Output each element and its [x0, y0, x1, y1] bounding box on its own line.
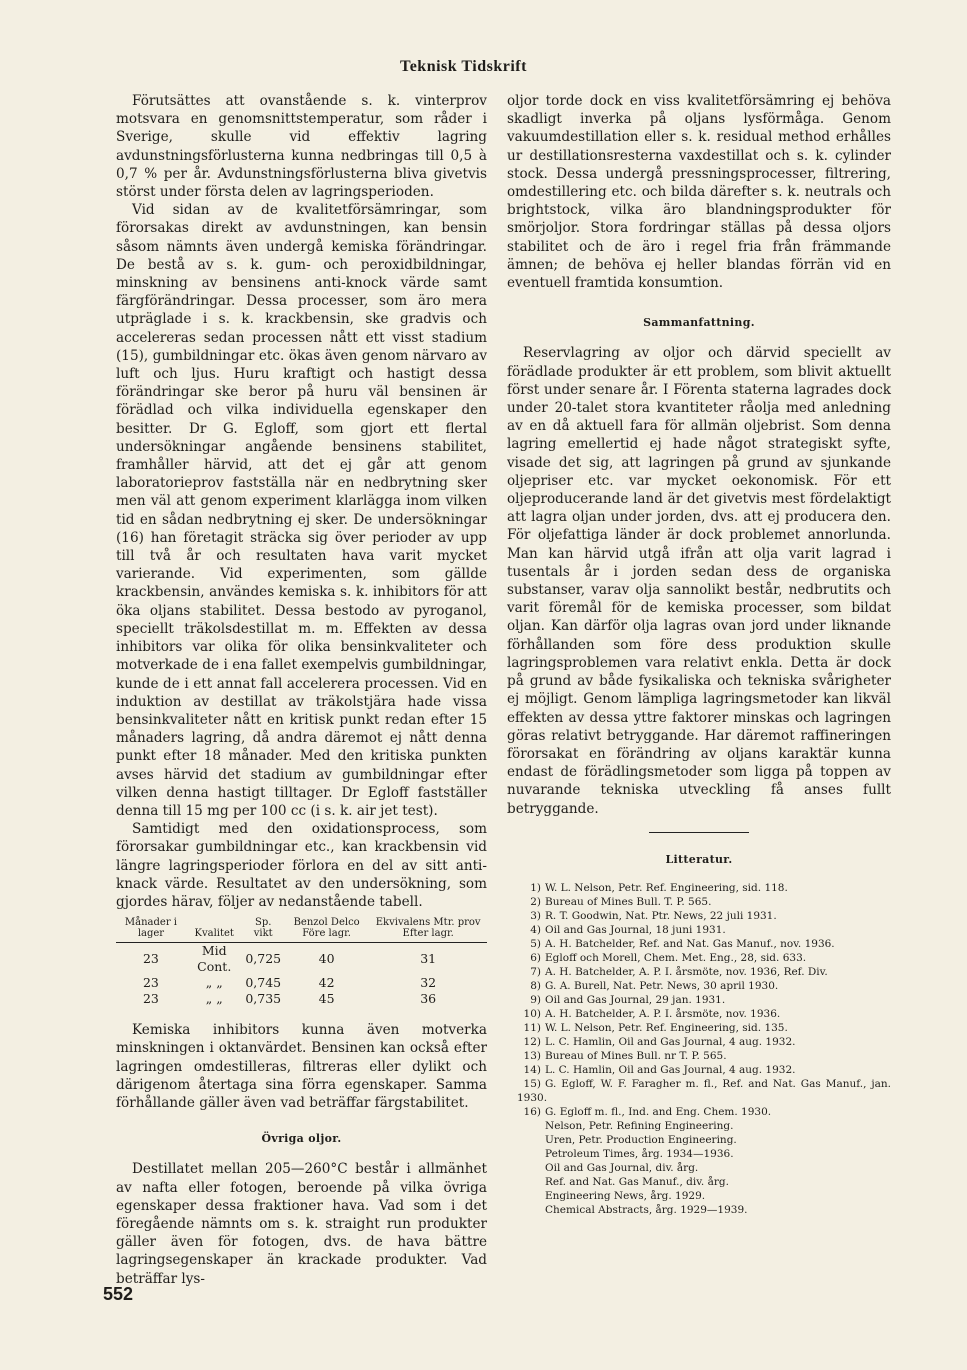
reference-text: A. H. Batchelder, Ref. and Nat. Gas Manuf., nov. 1936.	[545, 937, 835, 950]
reference-number: 15)	[523, 1077, 541, 1090]
reference-text: Ref. and Nat. Gas Manuf., div. årg.	[545, 1175, 729, 1188]
reference-text: Engineering News, årg. 1929.	[545, 1189, 706, 1202]
reference-number: 6)	[530, 951, 541, 964]
list-item	[507, 1105, 891, 1119]
paragraph: oljor torde dock en viss kvalitetförsämring ej behöva skadligt inverka på oljans lysförmåga. Genom vakuumdestillation eller s. k. residual method erhålles ur destillationsresterna vaxdestillat och s. k. cylinder stock. Dessa undergå pressningsprocesser, filtrering, omdestillering etc. och bilda därefter s. k. neutrals och brightstock, vilka äro blandningsprodukter för smörjoljor. Stora fordringar ställas på dessa oljors stabilitet och de äro i regel fria från främmande ämnen; de behöva ej heller blandas förrän vid en eventuell framtida konsumtion.	[507, 93, 891, 292]
list-item	[507, 1161, 891, 1175]
table-cell: „ „	[205, 975, 223, 991]
reference-text: W. L. Nelson, Petr. Ref. Engineering, sid. 118.	[545, 881, 788, 894]
table-header-months: Månader i lager	[116, 917, 186, 943]
reference-number: 1)	[530, 881, 541, 894]
reference-text: Petroleum Times, årg. 1934—1936.	[545, 1147, 734, 1160]
list-item	[507, 1147, 891, 1161]
reference-text: Oil and Gas Journal, 29 jan. 1931.	[545, 993, 726, 1006]
paragraph: Samtidigt med den oxidationsprocess, som förorsakar gumbildningar etc., kan krackbensin vid längre lagringsperioder förlora en del av sitt anti-knack värde. Resultatet av den undersökning, som gjordes härav, följer av nedanstående tabell.	[116, 821, 487, 910]
list-item	[507, 979, 891, 993]
reference-number: 5)	[530, 937, 541, 950]
paragraph: Reservlagring av oljor och därvid speciellt av förädlade produkter är ett problem, som blivit aktuellt först under senare år. I Förenta staterna lagrades dock under 20-talet stora kvantiteter råolja med anledning av en då aktuell fara för allmän oljebrist. Som denna lagring emellertid ej hade något strategiskt syfte, visade det sig, att lagringen på grund av sjunkande oljepriser etc. var mycket oekonomisk. För ett oljeproducerande land är det givetvis mest fördelaktigt att lagra oljan under jorden, dvs. att ej producera den. För oljefattiga länder är dock problemet annorlunda. Man kan härvid utgå ifrån att olja varit lagrad i tusentals år i jorden sedan dess de organiska substanser, varav olja sannolikt består, nedbrutits och varit föremål för de kemiska processer, som bildat oljan. Kan därför olja lagras ovan jord under liknande förhållanden som före dess produktion skulle lagringsproblemen vara relativt enkla. Detta är dock på grund av både fysikaliska och tekniska svårigheter ej möjligt. Genom lämpliga lagringsmetoder kan likväl effekten av dessa yttre faktorer minskas och lagringen göras relativt betryggande. Har däremot raffineringen förorsakat en förändring av oljans karaktär kunna endast de förädlingsmetoder som ligga på toppen av nuvarande tekniska utveckling få anses fullt betryggande.	[507, 345, 891, 817]
reference-text: Oil and Gas Journal, 18 juni 1931.	[545, 923, 726, 936]
divider	[649, 832, 749, 833]
list-item	[507, 1063, 891, 1077]
table-cell: 40	[318, 951, 335, 967]
reference-text: Nelson, Petr. Refining Engineering.	[545, 1119, 734, 1132]
reference-number: 10)	[523, 1007, 541, 1020]
table-cell: 0,745	[245, 975, 282, 991]
list-item	[507, 1189, 891, 1203]
list-item	[507, 1021, 891, 1035]
list-item	[507, 1133, 891, 1147]
reference-text: Chemical Abstracts, årg. 1929—1939.	[545, 1203, 748, 1216]
reference-number: 16)	[523, 1105, 541, 1118]
list-item	[507, 881, 891, 895]
table-cell: 0,735	[245, 991, 282, 1007]
list-item	[507, 923, 891, 937]
paragraph: Vid sidan av de kvalitetförsämringar, som förorsakas direkt av avdunstningen, kan bensin såsom nämnts även undergå kemiska förändringar. De bestå av s. k. gum- och peroxidbildningar, minskning av bensinens anti-knock värde samt färgförändringar. Dessa processer, som äro mera utpräglade i s. k. krackbensin, ske gradvis och accelereras sedan processen nått ett visst stadium (15), gumbildningar etc. ökas även genom närvaro av luft och ljus. Huru kraftigt och hastigt dessa förändringar ske beror på huru väl bensinen är förädlad och vilka individuella egenskaper den besitter. Dr G. Egloff, som gjort ett flertal undersökningar angående bensinens stabilitet, framhåller härvid, att det ej går att genom laboratorieprov fastställa när en nedbrytning sker men väl att genom experiment klarlägga inom vilken tid en sådan nedbrytning ej sker. De undersökningar (16) han företagit sträcka sig över perioder av upp till två år och resultaten hava varit mycket varierande. Vid experimenten, som gällde krackbensin, användes kemiska s. k. inhibitors för att öka oljans stabilitet. Dessa bestodo av pyroganol, speciellt träkolsdestillat m. m. Effekten av dessa inhibitors var olika för olika bensinkvaliteter och motverkade de i ena fallet exempelvis gumbildningar, kunde de i ett annat fall accelerera processen. Vid en induktion av destillat av träkolstjära hade vissa bensinkvaliteter nått en kritisk punkt redan efter 15 månaders lagring, då andra däremot ej nått denna punkt efter 18 månader. Med den kritiska punkten avses härvid det stadium av gumbildningar efter vilken denna hastigt tilltager. Dr Egloff fastställer denna till 15 mg per 100 cc (i s. k. air jet test).	[116, 202, 487, 819]
reference-text: G. A. Burell, Nat. Petr. News, 30 april 1930.	[545, 979, 779, 992]
reference-text: Bureau of Mines Bull. T. P. 565.	[545, 895, 712, 908]
paragraph: Kemiska inhibitors kunna även motverka minskningen i oktanvärdet. Bensinen kan också efter lagringen omdestilleras, filtreras eller dylikt och därigenom återtaga sina förra egenskaper. Samma förhållande gäller även vad beträffar färgstabilitet.	[116, 1022, 487, 1111]
list-item	[507, 937, 891, 951]
reference-text: W. L. Nelson, Petr. Ref. Engineering, sid. 135.	[545, 1021, 788, 1034]
reference-text: R. T. Goodwin, Nat. Ptr. News, 22 juli 1931.	[545, 909, 777, 922]
table-cell: 31	[420, 951, 437, 967]
list-item	[507, 909, 891, 923]
reference-text: A. H. Batchelder, A. P. I. årsmöte, nov. 1936, Ref. Div.	[545, 965, 828, 978]
left-column	[116, 92, 487, 1288]
reference-number: 12)	[523, 1035, 541, 1048]
reference-number: 11)	[523, 1021, 541, 1034]
reference-text: Egloff och Morell, Chem. Met. Eng., 28, sid. 633.	[545, 951, 807, 964]
list-item	[507, 1203, 891, 1217]
reference-number: 9)	[530, 993, 541, 1006]
list-item	[507, 1035, 891, 1049]
reference-text: L. C. Hamlin, Oil and Gas Journal, 4 aug. 1932.	[545, 1035, 796, 1048]
list-item	[507, 1049, 891, 1063]
table-row	[116, 943, 487, 976]
list-item	[507, 965, 891, 979]
reference-text: L. C. Hamlin, Oil and Gas Journal, 4 aug. 1932.	[545, 1063, 796, 1076]
table-header-specific-weight: Sp. vikt	[243, 917, 284, 943]
list-item	[507, 951, 891, 965]
table-cell: „ „	[205, 991, 223, 1007]
table-row	[116, 991, 487, 1007]
storage-results-table	[116, 917, 487, 1007]
list-item	[507, 895, 891, 909]
table-cell: 23	[142, 975, 159, 991]
reference-number: 4)	[530, 923, 541, 936]
right-column	[507, 92, 891, 1217]
journal-title: Teknisk Tidskrift	[400, 58, 527, 75]
reference-number: 13)	[523, 1049, 541, 1062]
page-number: 552	[103, 1284, 134, 1304]
table-cell: 45	[318, 991, 335, 1007]
reference-text: A. H. Batchelder, A. P. I. årsmöte, nov. 1936.	[545, 1007, 781, 1020]
reference-text: G. Egloff, W. F. Faragher m. fl., Ref. and Nat. Gas Manuf., jan. 1930.	[517, 1077, 891, 1104]
table-header-before-storage: Benzol Delco Före lagr.	[284, 917, 369, 943]
table-cell: 36	[420, 991, 437, 1007]
reference-text: G. Egloff m. fl., Ind. and Eng. Chem. 1930.	[545, 1105, 772, 1118]
table-header-after-storage: Ekvivalens Mtr. prov Efter lagr.	[369, 917, 487, 943]
table-cell: 42	[318, 975, 335, 991]
list-item	[507, 993, 891, 1007]
reference-number: 3)	[530, 909, 541, 922]
reference-text: Uren, Petr. Production Engineering.	[545, 1133, 737, 1146]
section-heading-literature: Litteratur.	[665, 852, 733, 866]
list-item	[507, 1175, 891, 1189]
table-cell: 23	[142, 991, 159, 1007]
reference-number: 8)	[530, 979, 541, 992]
reference-number: 7)	[530, 965, 541, 978]
reference-number: 2)	[530, 895, 541, 908]
table-cell: 23	[142, 951, 159, 967]
table-cell: 32	[420, 975, 437, 991]
table-cell: 0,725	[245, 951, 282, 967]
paragraph: Förutsättes att ovanstående s. k. vinterprov motsvara en genomsnittstemperatur, som råder i Sverige, skulle vid effektiv lagring avdunstningsförlusterna kunna nedbringas till 0,5 à 0,7 % per år. Avdunstningsförlusterna bliva givetvis störst under första delen av lagringsperioden.	[116, 93, 487, 201]
literature-list	[507, 881, 891, 1217]
table-cell: Mid Cont.	[197, 943, 232, 975]
section-heading-other-oils: Övriga oljor.	[261, 1132, 342, 1146]
table-header-quality: Kvalitet	[186, 917, 243, 943]
reference-text: Oil and Gas Journal, div. årg.	[545, 1161, 699, 1174]
list-item	[507, 1077, 891, 1105]
table-row	[116, 975, 487, 991]
list-item	[507, 1007, 891, 1021]
reference-number: 14)	[523, 1063, 541, 1076]
paragraph: Destillatet mellan 205—260°C består i allmänhet av nafta eller fotogen, beroende på vilka övriga egenskaper dessa fraktioner hava. Vad som i det föregående nämnts om s. k. straight run produkter gäller även för fotogen, dvs. de hava bättre lagringsegenskaper än krackade produkter. Vad beträffar lys-	[116, 1161, 487, 1287]
list-item	[507, 1119, 891, 1133]
reference-text: Bureau of Mines Bull. nr T. P. 565.	[545, 1049, 727, 1062]
section-heading-summary: Sammanfattning.	[643, 316, 755, 330]
